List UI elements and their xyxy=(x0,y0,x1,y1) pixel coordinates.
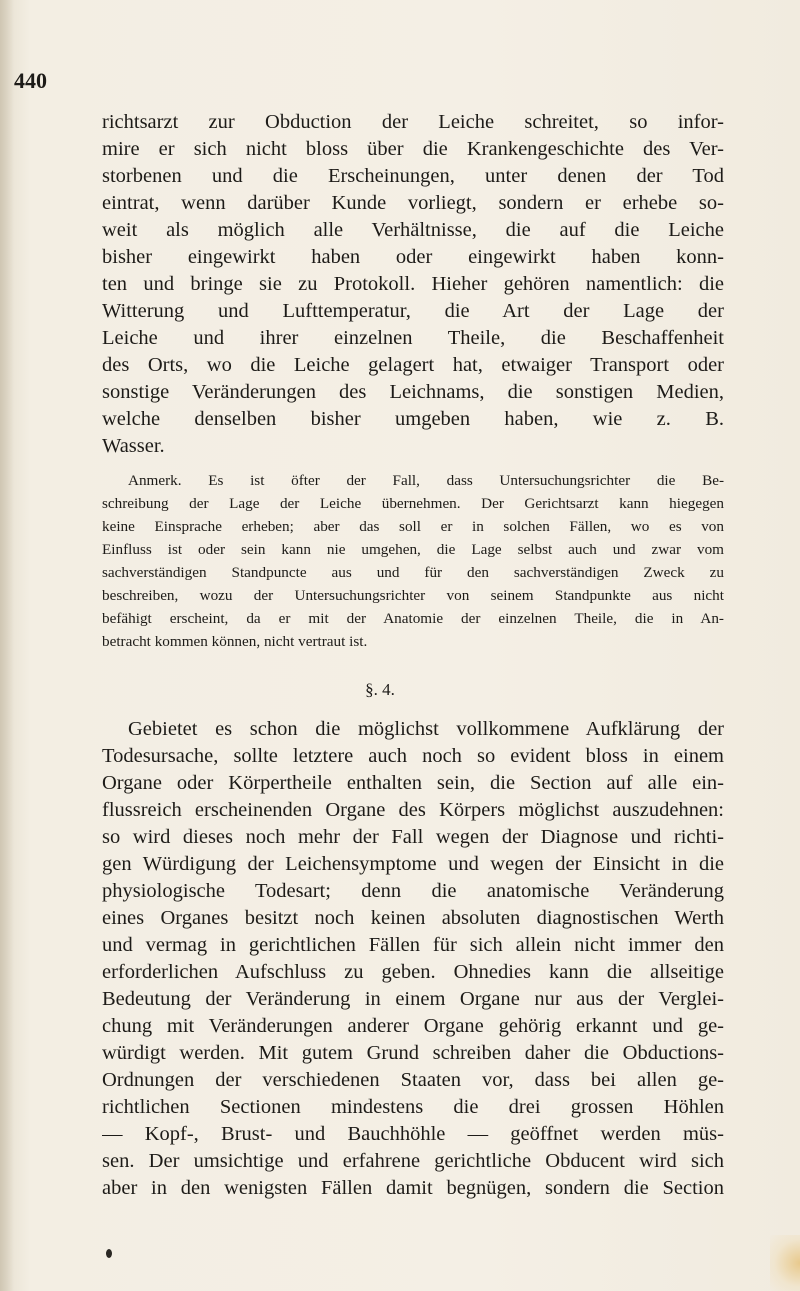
ink-speck xyxy=(106,1249,112,1258)
note-line: schreibung der Lage der Leiche übernehmen. Der Gerichtsarzt kann hiegegen xyxy=(102,495,724,512)
text-line: Organe oder Körpertheile enthalten sein, die Section auf alle ein- xyxy=(102,772,724,794)
text-line: erforderlichen Aufschluss zu geben. Ohnedies kann die allseitige xyxy=(102,961,724,983)
note-line: Anmerk. Es ist öfter der Fall, dass Untersuchungsrichter die Be- xyxy=(128,472,724,489)
binding-shadow xyxy=(0,0,14,1291)
text-line: chung mit Veränderungen anderer Organe gehörig erkannt und ge- xyxy=(102,1015,724,1037)
text-line: des Orts, wo die Leiche gelagert hat, etwaiger Transport oder xyxy=(102,354,724,376)
text-line: Leiche und ihrer einzelnen Theile, die Beschaffenheit xyxy=(102,327,724,349)
text-line: welche denselben bisher umgeben haben, wie z. B. xyxy=(102,408,724,430)
text-line: würdigt werden. Mit gutem Grund schreiben daher die Obductions- xyxy=(102,1042,724,1064)
note-line: keine Einsprache erheben; aber das soll er in solchen Fällen, wo es von xyxy=(102,518,724,535)
text-line: so wird dieses noch mehr der Fall wegen der Diagnose und richti- xyxy=(102,826,724,848)
page-number: 440 xyxy=(14,68,47,93)
text-line: gen Würdigung der Leichensymptome und wegen der Einsicht in die xyxy=(102,853,724,875)
text-line: und vermag in gerichtlichen Fällen für sich allein nicht immer den xyxy=(102,934,724,956)
note-line: beschreiben, wozu der Untersuchungsrichter von seinem Standpunkte aus nicht xyxy=(102,587,724,604)
note-line: sachverständigen Standpuncte aus und für den sachverständigen Zweck zu xyxy=(102,564,724,581)
text-line: Todesursache, sollte letztere auch noch so evident bloss in einem xyxy=(102,745,724,767)
text-line: Bedeutung der Veränderung in einem Organe nur aus der Verglei- xyxy=(102,988,724,1010)
note-line: Einfluss ist oder sein kann nie umgehen, die Lage selbst auch und zwar vom xyxy=(102,541,724,558)
text-line: eines Organes besitzt noch keinen absoluten diagnostischen Werth xyxy=(102,907,724,929)
text-line: richtlichen Sectionen mindestens die drei grossen Höhlen xyxy=(102,1096,724,1118)
text-line: storbenen und die Erscheinungen, unter denen der Tod xyxy=(102,165,724,187)
text-line: bisher eingewirkt haben oder eingewirkt haben konn- xyxy=(102,246,724,268)
text-line: Gebietet es schon die möglichst vollkommene Aufklärung der xyxy=(128,718,724,740)
paper-stain xyxy=(770,1235,800,1291)
note-line: befähigt erscheint, da er mit der Anatomie der einzelnen Theile, die in An- xyxy=(102,610,724,627)
section-heading: §. 4. xyxy=(365,680,395,699)
text-line: Wasser. xyxy=(102,435,165,457)
text-line: Ordnungen der verschiedenen Staaten vor, dass bei allen ge- xyxy=(102,1069,724,1091)
text-line: aber in den wenigsten Fällen damit begnügen, sondern die Section xyxy=(102,1177,724,1199)
text-line: weit als möglich alle Verhältnisse, die auf die Leiche xyxy=(102,219,724,241)
text-line: flussreich erscheinenden Organe des Körpers möglichst auszudehnen: xyxy=(102,799,724,821)
text-line: sen. Der umsichtige und erfahrene gerichtliche Obducent wird sich xyxy=(102,1150,724,1172)
text-line: physiologische Todesart; denn die anatomische Veränderung xyxy=(102,880,724,902)
note-line: betracht kommen können, nicht vertraut ist. xyxy=(102,633,368,650)
text-line: sonstige Veränderungen des Leichnams, die sonstigen Medien, xyxy=(102,381,724,403)
text-line: richtsarzt zur Obduction der Leiche schreitet, so infor- xyxy=(102,111,724,133)
text-line: Witterung und Lufttemperatur, die Art der Lage der xyxy=(102,300,724,322)
text-line: eintrat, wenn darüber Kunde vorliegt, sondern er erhebe so- xyxy=(102,192,724,214)
text-line: — Kopf-, Brust- und Bauchhöhle — geöffnet werden müs- xyxy=(102,1123,724,1145)
text-line: mire er sich nicht bloss über die Krankengeschichte des Ver- xyxy=(102,138,724,160)
text-line: ten und bringe sie zu Protokoll. Hieher gehören namentlich: die xyxy=(102,273,724,295)
